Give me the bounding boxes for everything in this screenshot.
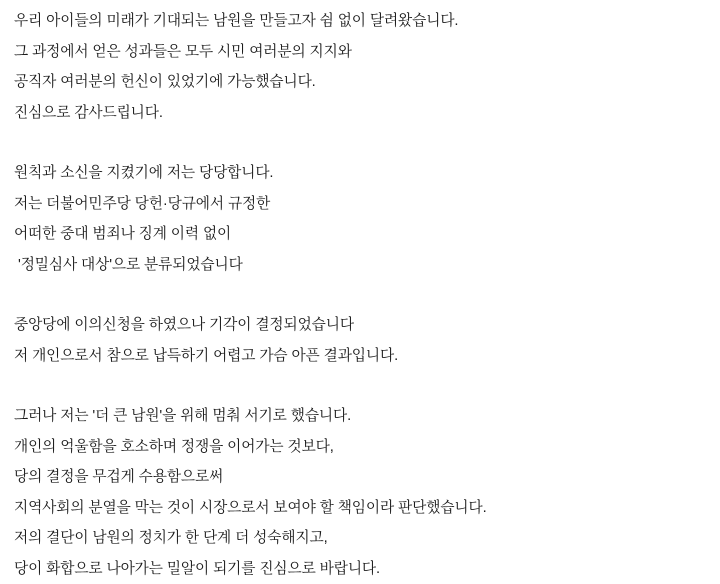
paragraph (14, 401, 706, 584)
text-line: 그러나 저는 '더 큰 남원'을 위해 멈춰 서기로 했습니다. (14, 401, 706, 432)
text-line: 그 과정에서 얻은 성과들은 모두 시민 여러분의 지지와 (14, 37, 706, 68)
text-line: 저는 더불어민주당 당헌·당규에서 규정한 (14, 189, 706, 220)
text-line: 진심으로 감사드립니다. (14, 98, 706, 129)
paragraph (14, 310, 706, 371)
text-line: 우리 아이들의 미래가 기대되는 남원을 만들고자 쉼 없이 달려왔습니다. (14, 6, 706, 37)
text-line: 원칙과 소신을 지켰기에 저는 당당합니다. (14, 158, 706, 189)
text-line: '정밀심사 대상'으로 분류되었습니다 (14, 250, 706, 281)
paragraph-spacer (14, 128, 706, 158)
text-line: 중앙당에 이의신청을 하였으나 기각이 결정되었습니다 (14, 310, 706, 341)
text-line: 어떠한 중대 범죄나 징계 이력 없이 (14, 219, 706, 250)
paragraph (14, 6, 706, 128)
paragraph-spacer (14, 280, 706, 310)
text-line: 당이 화합으로 나아가는 밀알이 되기를 진심으로 바랍니다. (14, 554, 706, 584)
text-line: 저 개인으로서 참으로 납득하기 어렵고 가슴 아픈 결과입니다. (14, 341, 706, 372)
text-line: 당의 결정을 무겁게 수용함으로써 (14, 462, 706, 493)
text-line: 저의 결단이 남원의 정치가 한 단계 더 성숙해지고, (14, 523, 706, 554)
text-line: 공직자 여러분의 헌신이 있었기에 가능했습니다. (14, 67, 706, 98)
paragraph (14, 158, 706, 280)
text-line: 지역사회의 분열을 막는 것이 시장으로서 보여야 할 책임이라 판단했습니다. (14, 493, 706, 524)
paragraph-spacer (14, 371, 706, 401)
text-line: 개인의 억울함을 호소하며 정쟁을 이어가는 것보다, (14, 432, 706, 463)
